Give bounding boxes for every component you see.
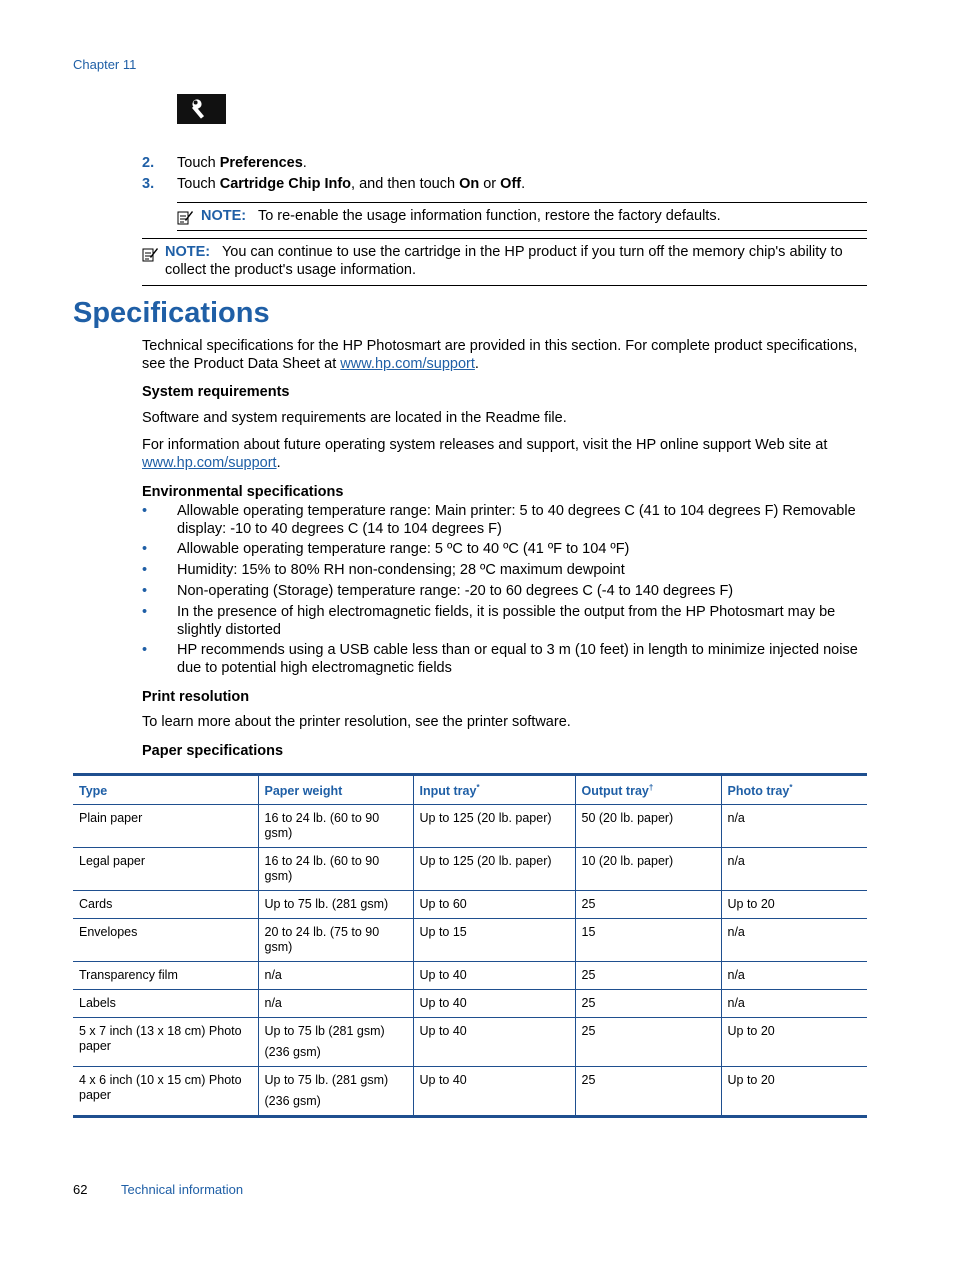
bullet-icon: •: [142, 503, 148, 519]
cell-weight: Up to 75 lb. (281 gsm): [258, 891, 413, 919]
cell-output: 25: [575, 990, 721, 1018]
intro-paragraph: Technical specifications for the HP Photosmart are provided in this section. For complete product specifications, see the Product Data Sheet at www.hp.com/support.: [142, 338, 858, 372]
cell-type: Cards: [73, 891, 258, 919]
table-row: [73, 805, 867, 848]
column-header: Type: [73, 775, 258, 805]
table-header-row: [73, 775, 867, 805]
system-p1: Software and system requirements are located in the Readme file.: [142, 410, 567, 426]
print-resolution-heading: Print resolution: [142, 689, 250, 705]
bullet-icon: •: [142, 604, 148, 620]
cell-type: Labels: [73, 990, 258, 1018]
cell-type: Transparency film: [73, 962, 258, 990]
table-row: [73, 848, 867, 891]
cell-input: Up to 15: [413, 919, 575, 962]
paper-specifications-heading: Paper specifications: [142, 743, 284, 759]
cell-input: Up to 125 (20 lb. paper): [413, 848, 575, 891]
cell-output: 15: [575, 919, 721, 962]
table-row: [73, 891, 867, 919]
cell-output: 25: [575, 1067, 721, 1117]
system-requirements-heading: System requirements: [142, 384, 290, 400]
note-text: To re-enable the usage information function, restore the factory defaults.: [257, 208, 721, 224]
cell-weight: n/a: [258, 990, 413, 1018]
system-p2: For information about future operating system releases and support, visit the HP online support Web site at www.hp.com/support.: [142, 437, 828, 471]
cell-weight: Up to 75 lb (281 gsm) (236 gsm): [258, 1018, 413, 1067]
column-header: Input tray*: [413, 775, 575, 805]
note-text: You can continue to use the cartridge in the HP product if you turn off the memory chip's ability to collect the product's usage information.: [165, 244, 843, 278]
bullet-icon: •: [142, 562, 148, 578]
cell-type: 5 x 7 inch (13 x 18 cm) Photo paper: [73, 1018, 258, 1067]
bullet-icon: •: [142, 642, 148, 658]
footer-section: Technical information: [121, 1182, 244, 1197]
support-link[interactable]: www.hp.com/support: [142, 454, 277, 471]
table-row: [73, 1018, 867, 1067]
step-text: Touch Cartridge Chip Info, and then touch On or Off.: [177, 176, 526, 192]
cell-output: 10 (20 lb. paper): [575, 848, 721, 891]
cell-photo: n/a: [721, 990, 867, 1018]
cell-type: Plain paper: [79, 811, 143, 826]
cell-input: Up to 60: [413, 891, 575, 919]
note-factory-defaults: [177, 202, 867, 231]
cell-type: Legal paper: [73, 848, 258, 891]
note-memory-chip: [142, 238, 867, 286]
table-row: [73, 962, 867, 990]
chapter-header: Chapter 11: [73, 57, 137, 72]
cell-input: Up to 40: [413, 1018, 575, 1067]
environmental-heading: Environmental specifications: [142, 484, 344, 500]
cell-weight: 20 to 24 lb. (75 to 90 gsm): [258, 919, 413, 962]
page-number: 62: [73, 1182, 88, 1197]
note-icon: [177, 209, 193, 225]
cell-type: 4 x 6 inch (10 x 15 cm) Photo paper: [73, 1067, 258, 1117]
cell-input: Up to 40: [413, 1067, 575, 1117]
step-number: 2.: [142, 155, 155, 171]
step-text: Touch Preferences.: [177, 155, 307, 171]
table-row: [73, 990, 867, 1018]
cell-photo: n/a: [721, 848, 867, 891]
note-icon: [142, 246, 158, 262]
cell-type: Envelopes: [73, 919, 258, 962]
cell-weight: 16 to 24 lb. (60 to 90 gsm): [258, 848, 413, 891]
wrench-icon: [177, 94, 226, 124]
column-header: Output tray†: [575, 775, 721, 805]
cell-output: 25: [575, 1018, 721, 1067]
table-row: [73, 919, 867, 962]
note-label: NOTE:: [201, 208, 247, 224]
cell-input: Up to 125 (20 lb. paper): [413, 805, 575, 848]
cell-input: Up to 40: [413, 990, 575, 1018]
paper-specifications-table: [73, 773, 867, 1118]
cell-output: 25: [575, 962, 721, 990]
support-link[interactable]: www.hp.com/support: [340, 355, 475, 372]
cell-output: 25: [575, 891, 721, 919]
cell-weight: n/a: [258, 962, 413, 990]
cell-photo: n/a: [721, 805, 867, 848]
cell-output: 50 (20 lb. paper): [575, 805, 721, 848]
column-header: Photo tray*: [721, 775, 867, 805]
note-label: NOTE:: [165, 244, 211, 260]
cell-photo: n/a: [721, 919, 867, 962]
cell-photo: Up to 20: [721, 891, 867, 919]
cell-weight: Up to 75 lb. (281 gsm) (236 gsm): [258, 1067, 413, 1117]
print-resolution-text: To learn more about the printer resolution, see the printer software.: [142, 714, 571, 730]
cell-photo: n/a: [721, 962, 867, 990]
cell-photo: Up to 20: [721, 1018, 867, 1067]
page-title: Specifications: [73, 297, 270, 329]
column-header: Paper weight: [258, 775, 413, 805]
cell-input: Up to 40: [413, 962, 575, 990]
table-row: [73, 1067, 867, 1117]
step-number: 3.: [142, 176, 155, 192]
bullet-icon: •: [142, 541, 148, 557]
cell-weight: 16 to 24 lb. (60 to 90 gsm): [258, 805, 413, 848]
cell-photo: Up to 20: [721, 1067, 867, 1117]
bullet-icon: •: [142, 583, 148, 599]
